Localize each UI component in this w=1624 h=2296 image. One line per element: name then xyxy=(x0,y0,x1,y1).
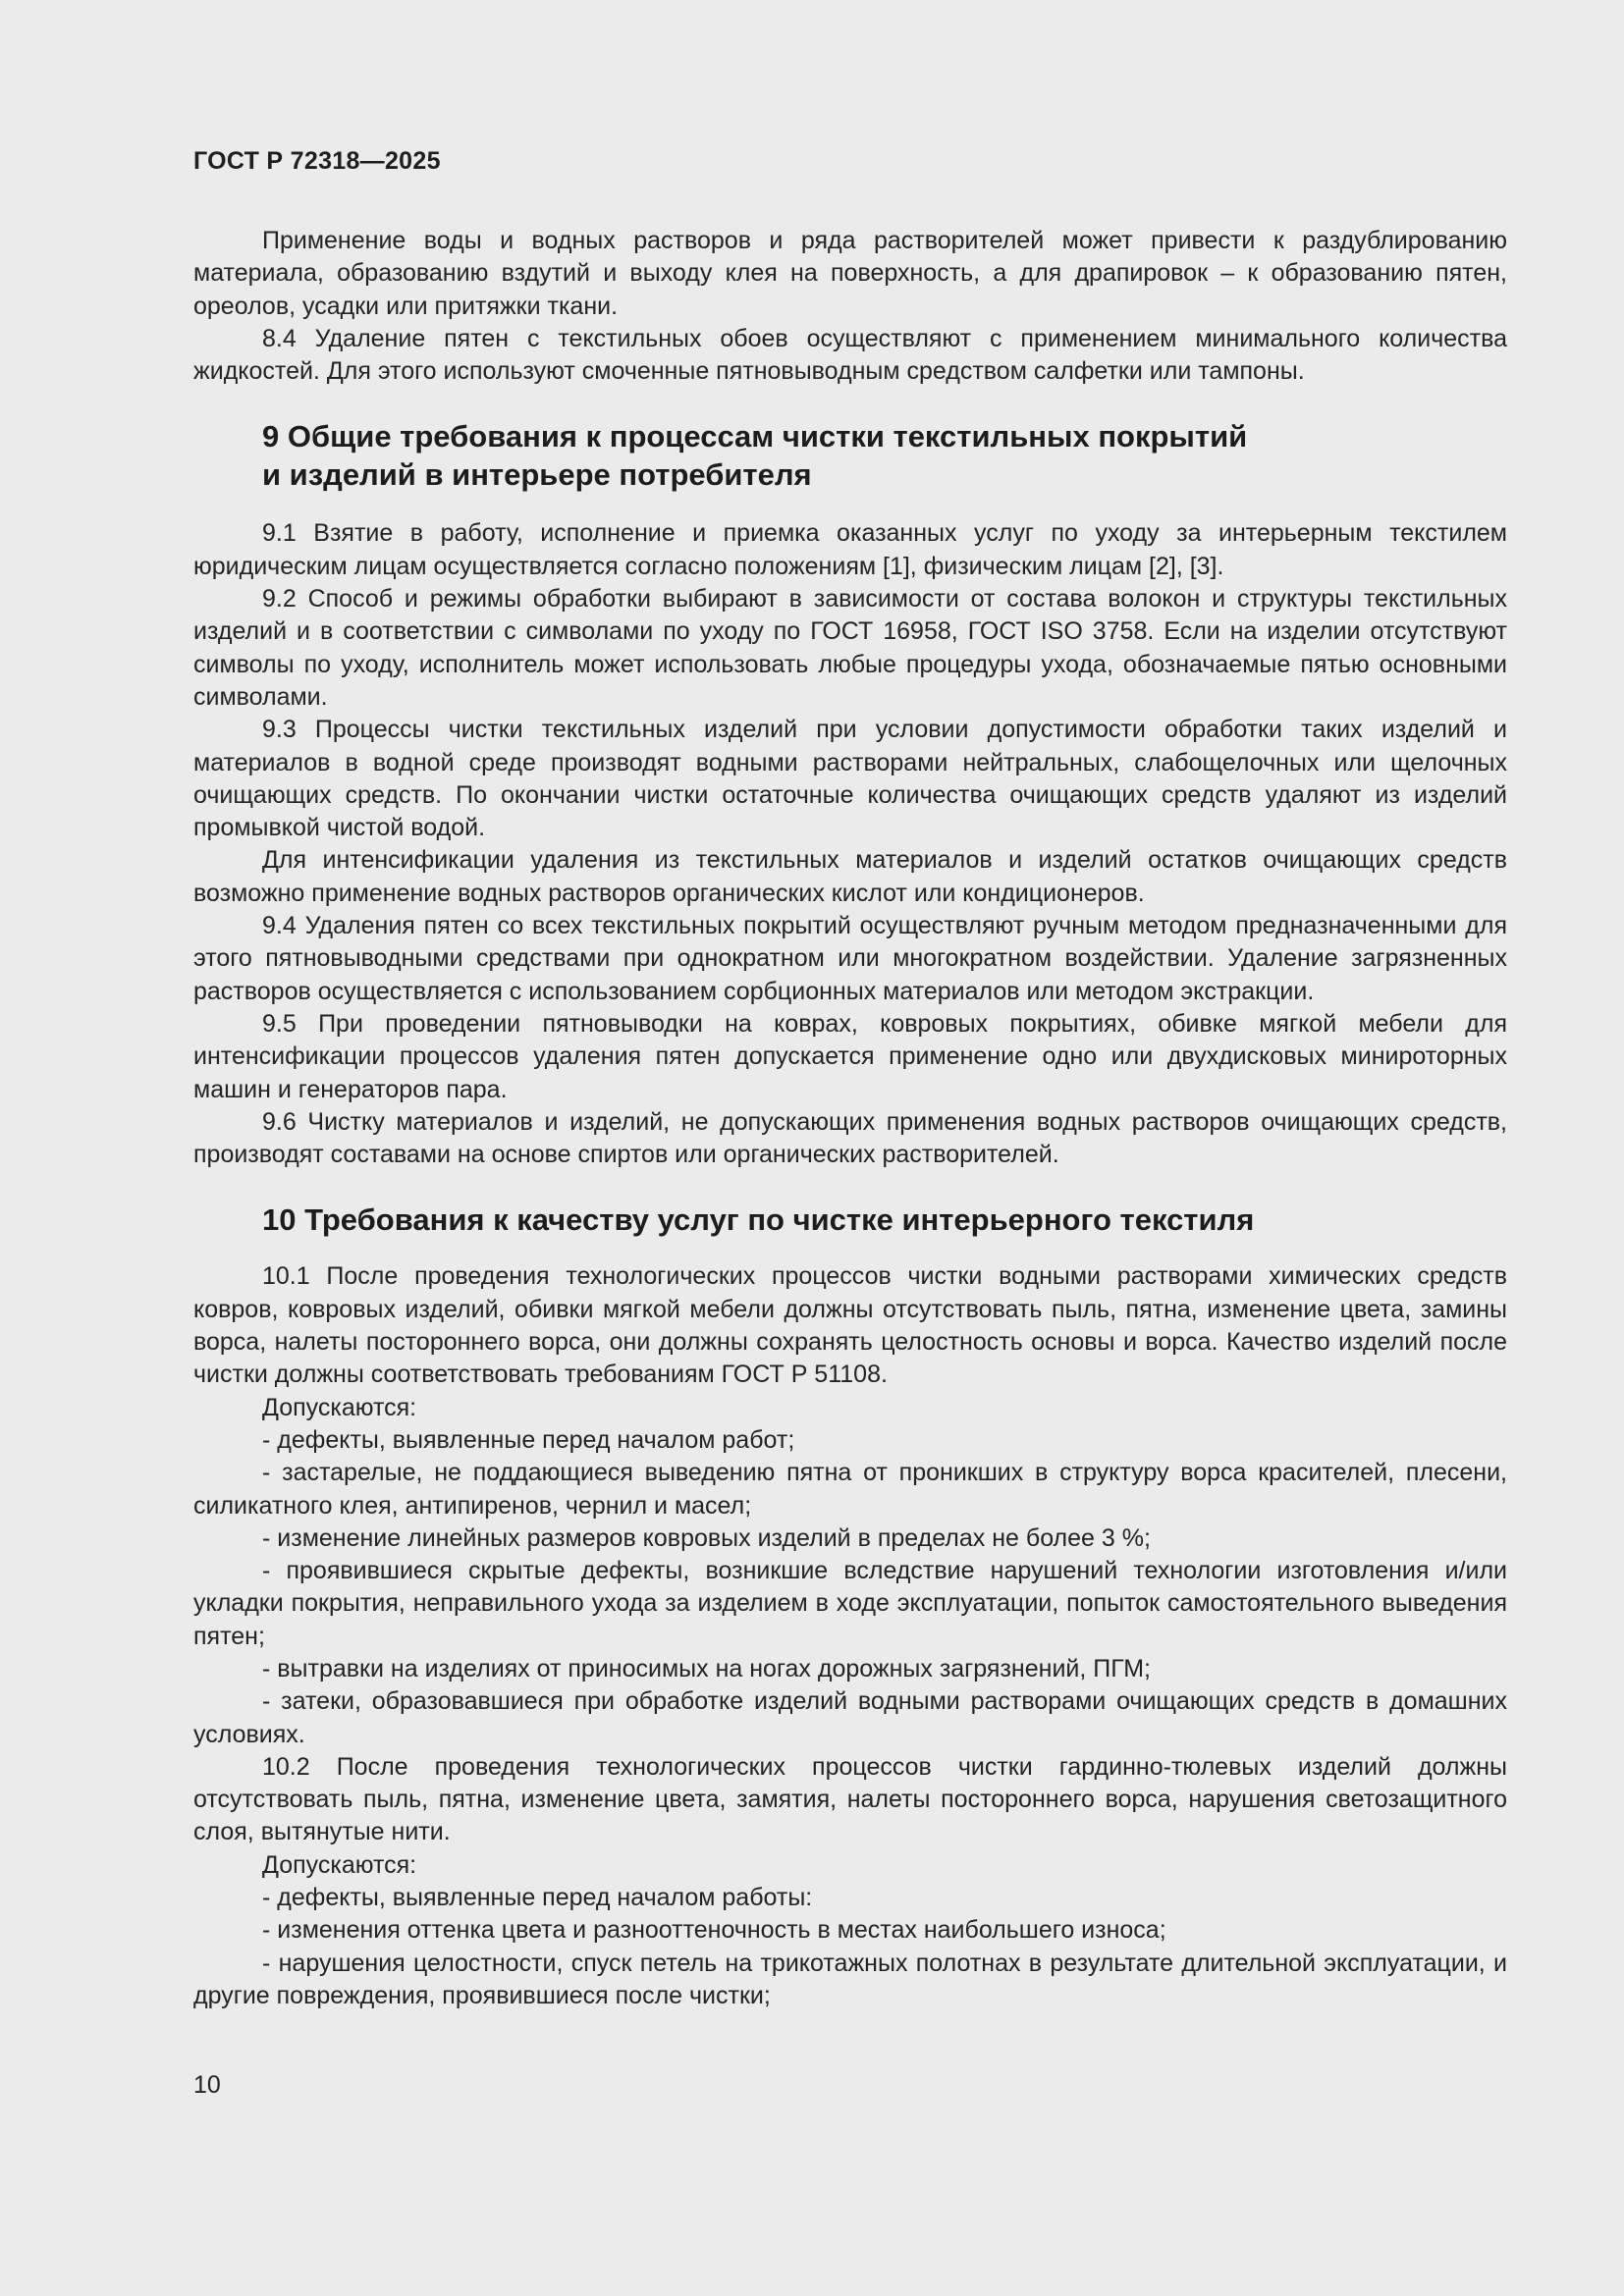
paragraph-9-1: 9.1 Взятие в работу, исполнение и приемка оказанных услуг по уходу за интерьерным текстилем юридическим лицам осуществляется согласно положениям [1], физическим лицам [2], [3]. xyxy=(193,519,1507,580)
document-body xyxy=(193,225,1507,2012)
allowed-label: Допускаются: xyxy=(262,1850,417,1879)
paragraph-10-2: 10.2 После проведения технологических процессов чистки гардинно-тюлевых изделий должны отсутствовать пыль, пятна, изменение цвета, замятия, налеты постороннего ворса, нарушения светозащитного слоя, вытянутые нити. xyxy=(193,1752,1507,1846)
list-item: - изменения оттенка цвета и разнооттеночность в местах наибольшего износа; xyxy=(262,1916,1166,1945)
paragraph-9-4: 9.4 Удаления пятен со всех текстильных покрытий осуществляют ручным методом предназначенными для этого пятновыводными средствами при однократном или многократном воздействии. Удаление загрязненных растворов осуществляется с использованием сорбционных материалов или методом экстракции. xyxy=(193,912,1507,1005)
paragraph-8-4: 8.4 Удаление пятен с текстильных обоев осуществляют с применением минимального количества жидкостей. Для этого используют смоченные пятновыводным средством салфетки или тампоны. xyxy=(193,324,1507,386)
list-item: - затеки, образовавшиеся при обработке изделий водными растворами очищающих средств в домашних условиях. xyxy=(193,1687,1507,1748)
paragraph: Для интенсификации удаления из текстильных материалов и изделий остатков очищающих средств возможно применение водных растворов органических кислот или кондиционеров. xyxy=(193,846,1507,907)
paragraph-9-6: 9.6 Чистку материалов и изделий, не допускающих применения водных растворов очищающих средств, производят составами на основе спиртов или органических растворителей. xyxy=(193,1107,1507,1169)
paragraph-10-1: 10.1 После проведения технологических процессов чистки водными растворами химических средств ковров, ковровых изделий, обивки мягкой мебели должны отсутствовать пыль, пятна, изменение цвета, замины ворса, налеты постороннего ворса, они должны сохранять целостность основы и ворса. Качество изделий после чистки должны соответствовать требованиям ГОСТ Р 51108. xyxy=(193,1262,1507,1389)
section-9-heading-line2: и изделий в интерьере потребителя xyxy=(262,457,812,493)
paragraph-9-3: 9.3 Процессы чистки текстильных изделий при условии допустимости обработки таких изделий и материалов в водной среде производят водными растворами нейтральных, слабощелочных или щелочных очищающих средств. По окончании чистки остаточные количества очищающих средств удаляют из изделий промывкой чистой водой. xyxy=(193,716,1507,842)
document-header: ГОСТ Р 72318—2025 xyxy=(193,147,441,175)
list-item: - нарушения целостности, спуск петель на трикотажных полотнах в результате длительной эксплуатации, и другие повреждения, проявившиеся после чистки; xyxy=(193,1949,1507,2009)
list-item: - изменение линейных размеров ковровых изделий в пределах не более 3 %; xyxy=(262,1523,1151,1552)
paragraph: Применение воды и водных растворов и ряда растворителей может привести к раздублированию материала, образованию вздутий и выходу клея на поверхность, а для драпировок – к образованию пятен, ореолов, усадки или притяжки ткани. xyxy=(193,227,1507,320)
list-item: - застарелые, не поддающиеся выведению пятна от проникших в структуру ворса красителей, плесени, силикатного клея, антипиренов, чернил и масел; xyxy=(193,1459,1507,1520)
section-9-heading xyxy=(193,417,1507,494)
paragraph-9-5: 9.5 При проведении пятновыводки на коврах, ковровых покрытиях, обивке мягкой мебели для интенсификации процессов удаления пятен допускается применение одно или двухдисковых минироторных машин и генераторов пара. xyxy=(193,1009,1507,1103)
list-item: - дефекты, выявленные перед началом работ; xyxy=(262,1425,795,1454)
paragraph-9-2: 9.2 Способ и режимы обработки выбирают в зависимости от состава волокон и структуры текстильных изделий и в соответствии с символами по уходу по ГОСТ 16958, ГОСТ ISO 3758. Если на изделии отсутствуют символы по уходу, исполнитель может использовать любые процедуры ухода, обозначаемые пятью основными символами. xyxy=(193,585,1507,711)
list-item: - вытравки на изделиях от приносимых на ногах дорожных загрязнений, ПГМ; xyxy=(262,1654,1151,1682)
allowed-label: Допускаются: xyxy=(262,1393,417,1421)
section-10-heading: 10 Требования к качеству услуг по чистке интерьерного текстиля xyxy=(262,1202,1255,1238)
page-number: 10 xyxy=(193,2071,221,2099)
list-item: - дефекты, выявленные перед началом работы: xyxy=(262,1884,813,1912)
section-9-heading-line1: 9 Общие требования к процессам чистки текстильных покрытий xyxy=(262,419,1248,454)
list-item: - проявившиеся скрытые дефекты, возникшие вследствие нарушений технологии изготовления и/или укладки покрытия, неправильного ухода за изделием в ходе эксплуатации, попыток самостоятельного выведения пятен; xyxy=(193,1557,1507,1650)
